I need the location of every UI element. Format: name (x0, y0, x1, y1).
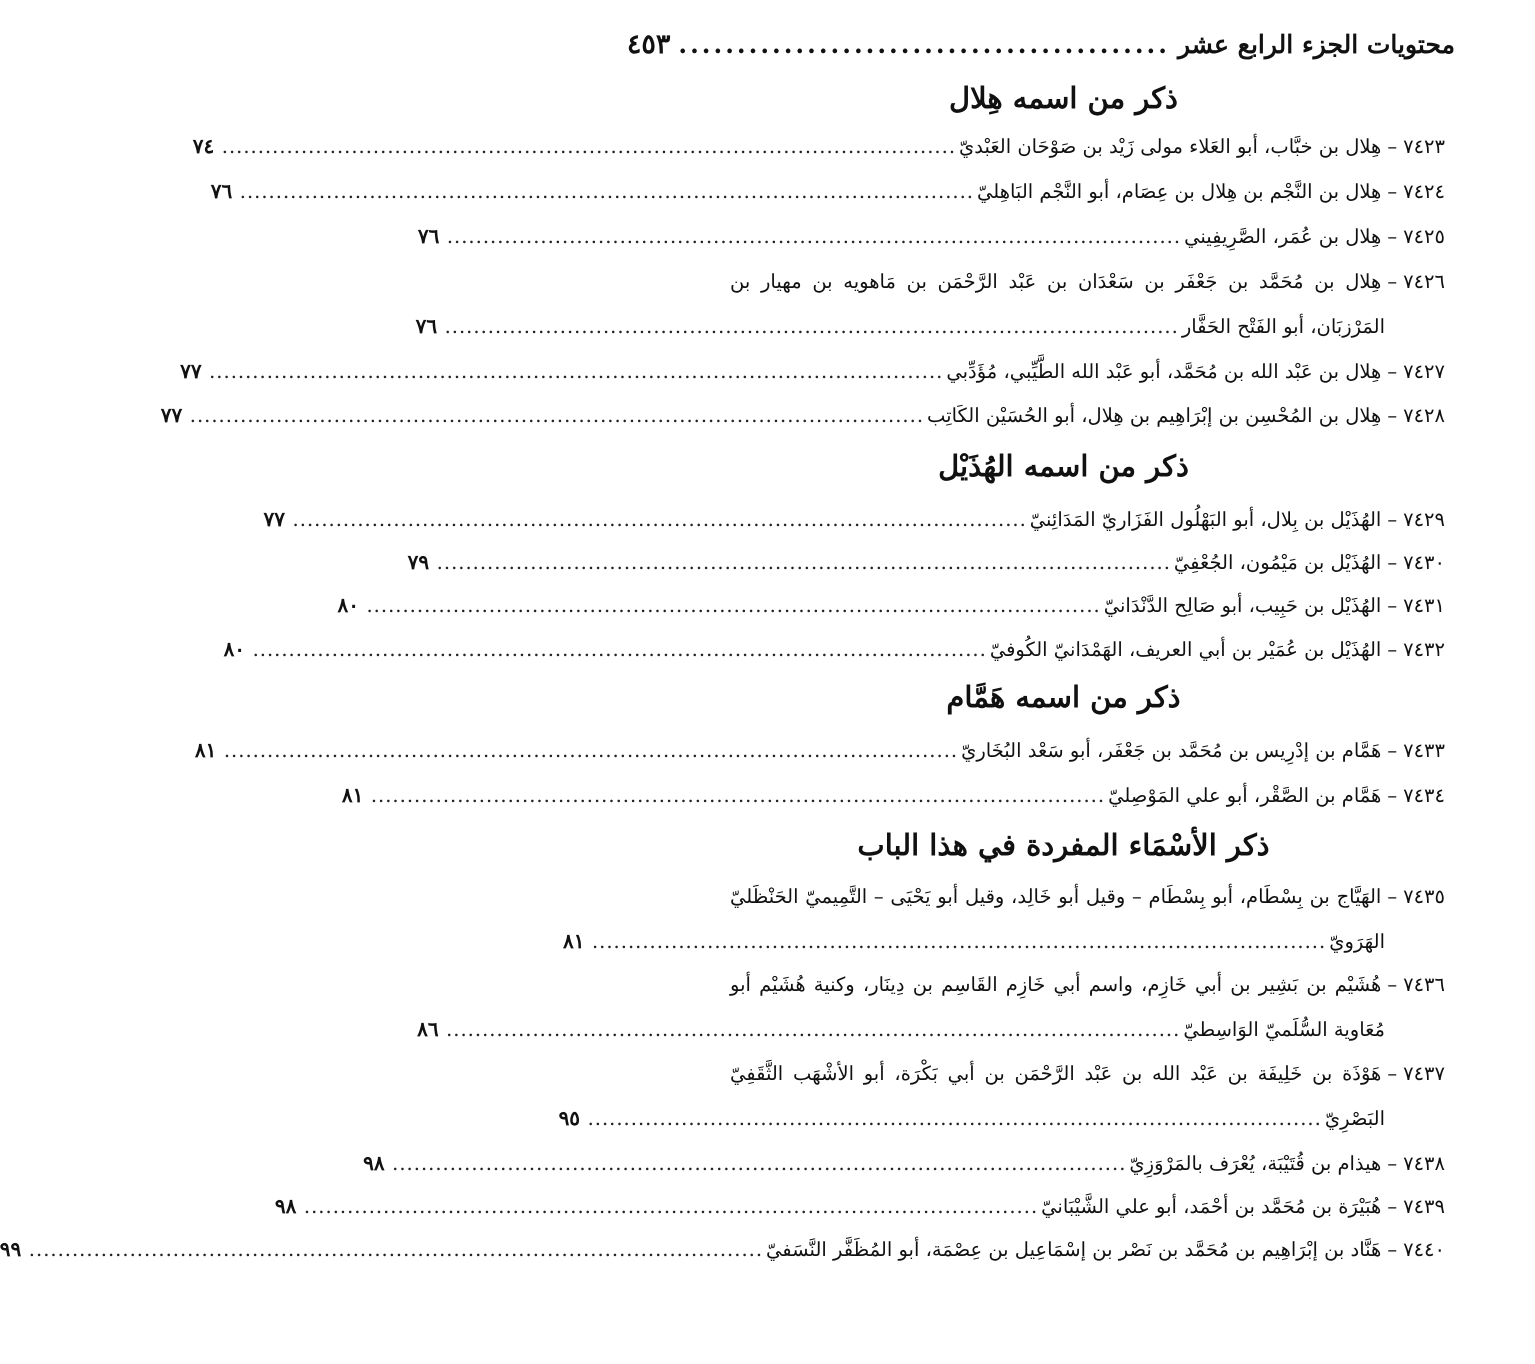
entry-page: ٧٧ (263, 507, 286, 531)
entry-number: ٧٤٣٤ (1403, 783, 1445, 807)
entry-page: ٧٦ (417, 224, 440, 248)
entry-number: ٧٤٣٩ (1403, 1194, 1445, 1218)
entry-page: ٧٦ (415, 314, 438, 338)
entry-number: ٧٤٢٩ (1403, 507, 1445, 531)
toc-entry[interactable] (417, 217, 1445, 255)
entry-number: ٧٤٣٥ (1403, 884, 1445, 908)
entry-number: ٧٤٣٠ (1403, 550, 1445, 574)
entry-dash: – (1387, 637, 1398, 661)
toc-entry[interactable] (263, 500, 1445, 538)
entry-number: ٧٤٣٦ (1403, 972, 1445, 996)
entry-title: هيذام بن قُتَيْبَة، يُعْرَف بالمَرْوَزِيّ (1129, 1151, 1382, 1175)
toc-entry[interactable] (363, 1144, 1445, 1182)
entry-title: هِلال بن النَّجْم بن هِلال بن عِصَام، أبو النَّجْم البَاهِليّ (977, 179, 1382, 203)
toc-entry[interactable] (194, 731, 1445, 769)
entry-page: ٧٧ (180, 359, 202, 383)
entry-dash: – (1387, 1151, 1398, 1175)
entry-title: هِلال بن خبَّاب، أبو العَلاء مولى زَيْد بن صَوْحَان العَبْديّ (959, 134, 1382, 158)
page-number: ٤٥٣ (626, 28, 671, 60)
entry-title: الهُذَيْل بن حَبِيب، أبو صَالِح الدَّنْدَانيّ (1103, 593, 1382, 617)
entry-number: ٧٤٣٨ (1403, 1151, 1445, 1175)
entry-dash: – (1387, 1194, 1398, 1218)
entry-title: هِلال بن المُحْسِن بن إبْرَاهِيم بن هِلال، أبو الحُسَيْن الكَاتِب (927, 403, 1382, 427)
toc-entry[interactable] (223, 630, 1445, 668)
entry-title: الهُذَيْل بن عُمَيْر بن أبي العريف، الهَمْدَانيّ الكُوفيّ (989, 637, 1382, 661)
entry-leader: ...................................................................................................... (446, 224, 1182, 248)
running-header-title: محتويات الجزء الرابع عشر (1177, 29, 1455, 59)
entry-title: هِلال بن مُحَمَّد بن جَعْفَر بن سَعْدَان بن عَبْد الرَّحْمَن بن مَاهويه بن مهيار بن (730, 269, 1382, 293)
section-heading: ذكر من اسمه هَمَّام (946, 680, 1181, 714)
entry-leader: ...................................................................................................... (252, 637, 987, 661)
entry-leader: ...................................................................................................... (436, 550, 1171, 574)
entry-leader: ...................................................................................................... (292, 507, 1027, 531)
entry-page: ٨٠ (223, 637, 246, 661)
toc-entry[interactable] (730, 965, 1445, 1003)
entry-number: ٧٤٤٠ (1403, 1237, 1445, 1261)
entry-leader: ...................................................................................................... (587, 1106, 1322, 1130)
entry-dash: – (1387, 507, 1398, 531)
toc-entry[interactable] (730, 1054, 1445, 1092)
entry-page: ٩٥ (558, 1106, 581, 1130)
entry-title: هَمَّام بن إدْرِيس بن مُحَمَّد بن جَعْفَر، أبو سَعْد البُخَاريّ (961, 738, 1382, 762)
entry-page: ٨٠ (337, 593, 359, 617)
entry-number: ٧٤٣٧ (1403, 1061, 1445, 1085)
entry-number: ٧٤٢٤ (1403, 179, 1445, 203)
entry-title: هِلال بن عَبْد الله بن مُحَمَّد، أبو عَبْد الله الطَّيِّبي، مُؤَدِّبي (946, 359, 1382, 383)
entry-page: ٨٦ (417, 1017, 439, 1041)
entry-title: هُبَيْرَة بن مُحَمَّد بن أحْمَد، أبو علي الشَّيْبَانيّ (1041, 1194, 1382, 1218)
entry-dash: – (1387, 1237, 1398, 1261)
entry-number: ٧٤٣٢ (1403, 637, 1445, 661)
entry-dash: – (1387, 783, 1398, 807)
entry-page: ٧٧ (160, 403, 183, 427)
entry-dash: – (1387, 269, 1398, 293)
entry-leader: ...................................................................................................... (189, 403, 925, 427)
entry-number: ٧٤٢٦ (1403, 269, 1445, 293)
toc-entry-continuation (415, 307, 1385, 345)
entry-dash: – (1387, 359, 1398, 383)
entry-page: ٧٦ (210, 179, 233, 203)
toc-entry-continuation (417, 1010, 1385, 1048)
entry-leader: ...................................................................................................... (392, 1151, 1127, 1175)
entry-number: ٧٤٢٨ (1403, 403, 1445, 427)
entry-dash: – (1387, 134, 1398, 158)
entry-title-continuation: مُعَاوية السُّلَميّ الوَاسِطيّ (1183, 1017, 1385, 1041)
entry-dash: – (1387, 550, 1398, 574)
entry-leader: ...................................................................................................... (366, 593, 1101, 617)
entry-dash: – (1387, 738, 1398, 762)
entry-title: هَوْذَة بن خَلِيفَة بن عَبْد الله بن عَبْد الرَّحْمَن بن أبي بَكْرَة، أبو الأشْهَب الثَّقَفِيّ (730, 1061, 1382, 1085)
toc-entry[interactable] (341, 776, 1445, 814)
entry-dash: – (1387, 403, 1398, 427)
toc-entry[interactable] (730, 262, 1445, 300)
entry-title: الهَيَّاج بن بِسْطَام، أبو بِسْطَام – وقيل أبو خَالِد، وقيل أبو يَحْيَى – التَّمِيميّ الحَنْظَليّ (730, 884, 1382, 908)
entry-dash: – (1387, 1061, 1398, 1085)
entry-number: ٧٤٢٣ (1403, 134, 1445, 158)
section-heading: ذكر من اسمه الهُذَيْل (938, 449, 1189, 483)
entry-title-continuation: البَصْرِيّ (1324, 1106, 1385, 1130)
running-header-leader: .......................................... (678, 29, 1170, 59)
entry-page: ٨١ (562, 929, 585, 953)
entry-page: ٩٨ (363, 1151, 385, 1175)
toc-entry[interactable] (274, 1187, 1445, 1225)
entry-page: ٩٨ (274, 1194, 297, 1218)
entry-page: ٧٤ (192, 134, 215, 158)
entry-title: هِلال بن عُمَر، الصَّرِيفِيني (1184, 224, 1382, 248)
entry-leader: ...................................................................................................... (444, 314, 1179, 338)
entry-leader: ...................................................................................................... (221, 134, 957, 158)
toc-entry[interactable] (180, 352, 1445, 390)
entry-title: الهُذَيْل بن بِلال، أبو البَهْلُول الفَزَاريّ المَدَائِنيّ (1029, 507, 1382, 531)
entry-leader: ...................................................................................................... (223, 738, 959, 762)
toc-entry[interactable] (337, 586, 1445, 624)
entry-page: ٧٩ (407, 550, 430, 574)
entry-title: هُشَيْم بن بَشِير بن أبي خَازِم، واسم أبي خَازِم القَاسِم بن دِينَار، وكنية هُشَيْم أبو (730, 972, 1382, 996)
section-heading: ذكر من اسمه هِلال (949, 81, 1178, 115)
entry-title-continuation: الهَرَويّ (1329, 929, 1385, 953)
entry-leader: ...................................................................................................... (28, 1237, 764, 1261)
entry-dash: – (1387, 179, 1398, 203)
entry-page: ٨١ (341, 783, 364, 807)
entry-leader: ...................................................................................................... (239, 179, 974, 203)
entry-leader: ...................................................................................................... (591, 929, 1327, 953)
entry-dash: – (1387, 224, 1398, 248)
entry-leader: ...................................................................................................... (209, 359, 944, 383)
entry-dash: – (1387, 593, 1398, 617)
entry-title: هَمَّام بن الصَّقْر، أبو علي المَوْصِليّ (1108, 783, 1382, 807)
entry-page: ٨١ (194, 738, 217, 762)
running-header (626, 24, 1455, 64)
toc-entry[interactable] (407, 543, 1445, 581)
toc-entry[interactable] (730, 877, 1445, 915)
entry-number: ٧٤٢٧ (1403, 359, 1445, 383)
toc-entry[interactable] (192, 127, 1445, 165)
toc-entry[interactable] (210, 172, 1445, 210)
entry-title: هَنَّاد بن إبْرَاهِيم بن مُحَمَّد بن نَصْر بن إسْمَاعِيل بن عِصْمَة، أبو المُظَفَّر النَّسَفيّ (766, 1237, 1382, 1261)
section-heading: ذكر الأسْمَاء المفردة في هذا الباب (857, 828, 1270, 862)
entry-number: ٧٤٣١ (1403, 593, 1445, 617)
toc-entry-continuation (562, 922, 1385, 960)
entry-dash: – (1387, 972, 1398, 996)
entry-number: ٧٤٢٥ (1403, 224, 1445, 248)
entry-leader: ...................................................................................................... (446, 1017, 1181, 1041)
entry-leader: ...................................................................................................... (303, 1194, 1039, 1218)
entry-page: ٩٩ (0, 1237, 22, 1261)
entry-dash: – (1387, 884, 1398, 908)
toc-entry[interactable] (0, 1230, 1445, 1268)
entry-title-continuation: المَرْزبَان، أبو الفَتْح الحَفَّار (1181, 314, 1385, 338)
toc-entry[interactable] (160, 396, 1445, 434)
entry-leader: ...................................................................................................... (370, 783, 1106, 807)
entry-number: ٧٤٣٣ (1403, 738, 1445, 762)
entry-title: الهُذَيْل بن مَيْمُون، الجُعْفِيّ (1173, 550, 1382, 574)
toc-entry-continuation (558, 1099, 1385, 1137)
